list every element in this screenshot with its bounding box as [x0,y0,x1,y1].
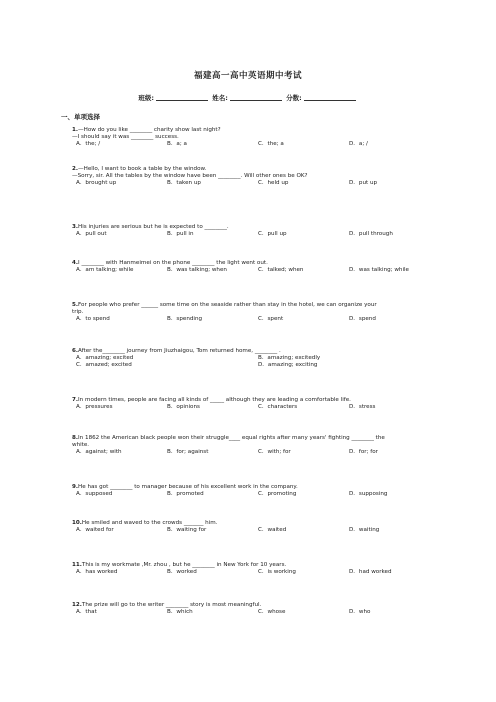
answer-option: C．spent [258,316,284,323]
answer-option: A．waited for [76,527,114,534]
section-title: 一、单项选择 [61,113,100,121]
score-blank [304,94,356,101]
answer-option: C．talked; when [258,267,304,274]
question-9 [72,484,424,498]
student-info-line [0,93,496,102]
answer-options [76,404,424,411]
answer-options [76,231,424,238]
question-stem-line [72,397,424,404]
answer-options [76,267,424,274]
answer-option: B．pull in [167,231,194,238]
answer-option: A．brought up [76,180,117,187]
question-2 [72,166,424,188]
answer-option: B．opinions [167,404,200,411]
answer-options [76,449,424,456]
question-stem-line [72,309,424,316]
answer-option: C．with; for [258,449,291,456]
question-7 [72,397,424,411]
question-number: 6. [72,348,79,354]
answer-option: C．amazed; excited [76,362,132,369]
answer-option: A．against; with [76,449,122,456]
answer-option: B．taken up [167,180,201,187]
name-label: 姓名: [212,94,228,102]
question-number: 9. [72,484,79,490]
question-stem-line [72,520,424,527]
question-1 [72,127,424,149]
question-4 [72,260,424,274]
question-text: —I should say it was ________ success. [72,134,179,141]
question-stem-line [72,127,424,134]
question-text: —Sorry, sir. All the tables by the window have been ________. Will other ones be OK? [72,173,308,180]
question-text: This is my workmate ,Mr. zhou , but he ________ in New York for 10 years. [81,562,287,568]
answer-options [76,569,424,576]
answer-option: A．that [76,609,97,616]
question-6 [72,348,424,370]
question-3 [72,224,424,238]
answer-option: B．for; against [167,449,209,456]
answer-option: D．stress [349,404,376,411]
question-stem-line [72,442,424,449]
answer-option: A．pressures [76,404,113,411]
answer-option: B．waiting for [167,527,207,534]
answer-option: C．pull up [258,231,287,238]
answer-option: C．characters [258,404,298,411]
question-stem-line [72,134,424,141]
answer-options [76,527,424,534]
question-stem-line [72,173,424,180]
answer-option: D．waiting [349,527,380,534]
answer-option: B．which [167,609,193,616]
answer-options [76,491,424,498]
question-stem-line [72,484,424,491]
question-stem-line [72,224,424,231]
question-stem-line [72,302,424,309]
question-10 [72,520,424,534]
question-number: 1. [72,127,79,133]
answer-option: B．a; a [167,141,187,148]
answer-option: B．worked [167,569,197,576]
answer-option: D．for; for [349,449,378,456]
answer-options [76,316,424,323]
class-blank [156,94,208,101]
question-number: 4. [72,260,79,266]
class-label: 班级: [138,94,154,102]
answer-option: D．was talking; while [349,267,409,274]
exam-title: 福建高一高中英语期中考试 [193,71,302,81]
answer-options [76,355,424,369]
question-5 [72,302,424,324]
answer-option: D．pull through [349,231,393,238]
question-text: white. [72,442,90,449]
question-stem-line [72,435,424,442]
question-number: 5. [72,302,79,308]
answer-option: C．is working [258,569,296,576]
name-blank [230,94,282,101]
answer-option: A．the; / [76,141,101,148]
answer-option: A．to spend [76,316,110,323]
question-11 [72,562,424,576]
answer-option: D．had worked [349,569,392,576]
score-label: 分数: [286,94,302,102]
answer-option: B．was talking; when [167,267,227,274]
question-stem-line [72,562,424,569]
question-stem-line [72,166,424,173]
question-text: His injuries are serious but he is expected to ________. [78,224,229,230]
answer-option: A．am talking; while [76,267,134,274]
question-text: —How do you like ________ charity show last night? [78,127,221,133]
answer-option: C．whose [258,609,286,616]
question-text: The prize will go to the writer ________ story is most meaningful. [81,602,262,608]
question-text: —Hello, I want to book a table by the window. [78,166,207,172]
answer-option: A．amazing; excited [76,355,134,362]
answer-option: A．pull out [76,231,107,238]
answer-options [76,141,424,148]
answer-option: D．put up [349,180,378,187]
answer-options [76,180,424,187]
question-number: 10. [72,520,82,526]
question-text: He has got ________ to manager because of his excellent work in the company. [78,484,298,490]
answer-options [76,609,424,616]
answer-option: D．amazing; exciting [258,362,318,369]
question-text: In 1862 the American black people won their struggle____ equal rights after many years' fighting ________ the [78,435,385,441]
answer-option: B．amazing; excitedly [258,355,321,362]
question-number: 7. [72,397,79,403]
question-text: trip. [72,309,84,316]
question-stem-line [72,602,424,609]
answer-option: C．promoting [258,491,297,498]
answer-option: D．who [349,609,371,616]
answer-option: C．the; a [258,141,284,148]
question-text: After the________ journey from Jiuzhaigou, Tom returned home, ________ . [78,348,281,354]
question-number: 2. [72,166,79,172]
question-number: 8. [72,435,79,441]
answer-option: D．spend [349,316,376,323]
answer-option: A．supposed [76,491,113,498]
question-text: He smiled and waved to the crowds _______ him. [81,520,218,526]
question-text: In modern times, people are facing all kinds of _____ although they are leading a comfortable life. [78,397,351,403]
answer-option: C．waited [258,527,287,534]
question-stem-line [72,348,424,355]
question-number: 12. [72,602,82,608]
answer-option: B．promoted [167,491,204,498]
answer-option: C．held up [258,180,289,187]
answer-option: D．supposing [349,491,388,498]
answer-option: A．has worked [76,569,118,576]
question-number: 3. [72,224,79,230]
question-text: I ________ with Hanmeimei on the phone ________ the light went out. [78,260,268,266]
question-number: 11. [72,562,82,568]
question-8 [72,435,424,457]
question-text: For people who prefer ______ some time on the seaside rather than stay in the hotel, we can organize your [78,302,377,308]
answer-option: B．spending [167,316,203,323]
question-12 [72,602,424,616]
question-stem-line [72,260,424,267]
answer-option: D．a; / [349,141,368,148]
